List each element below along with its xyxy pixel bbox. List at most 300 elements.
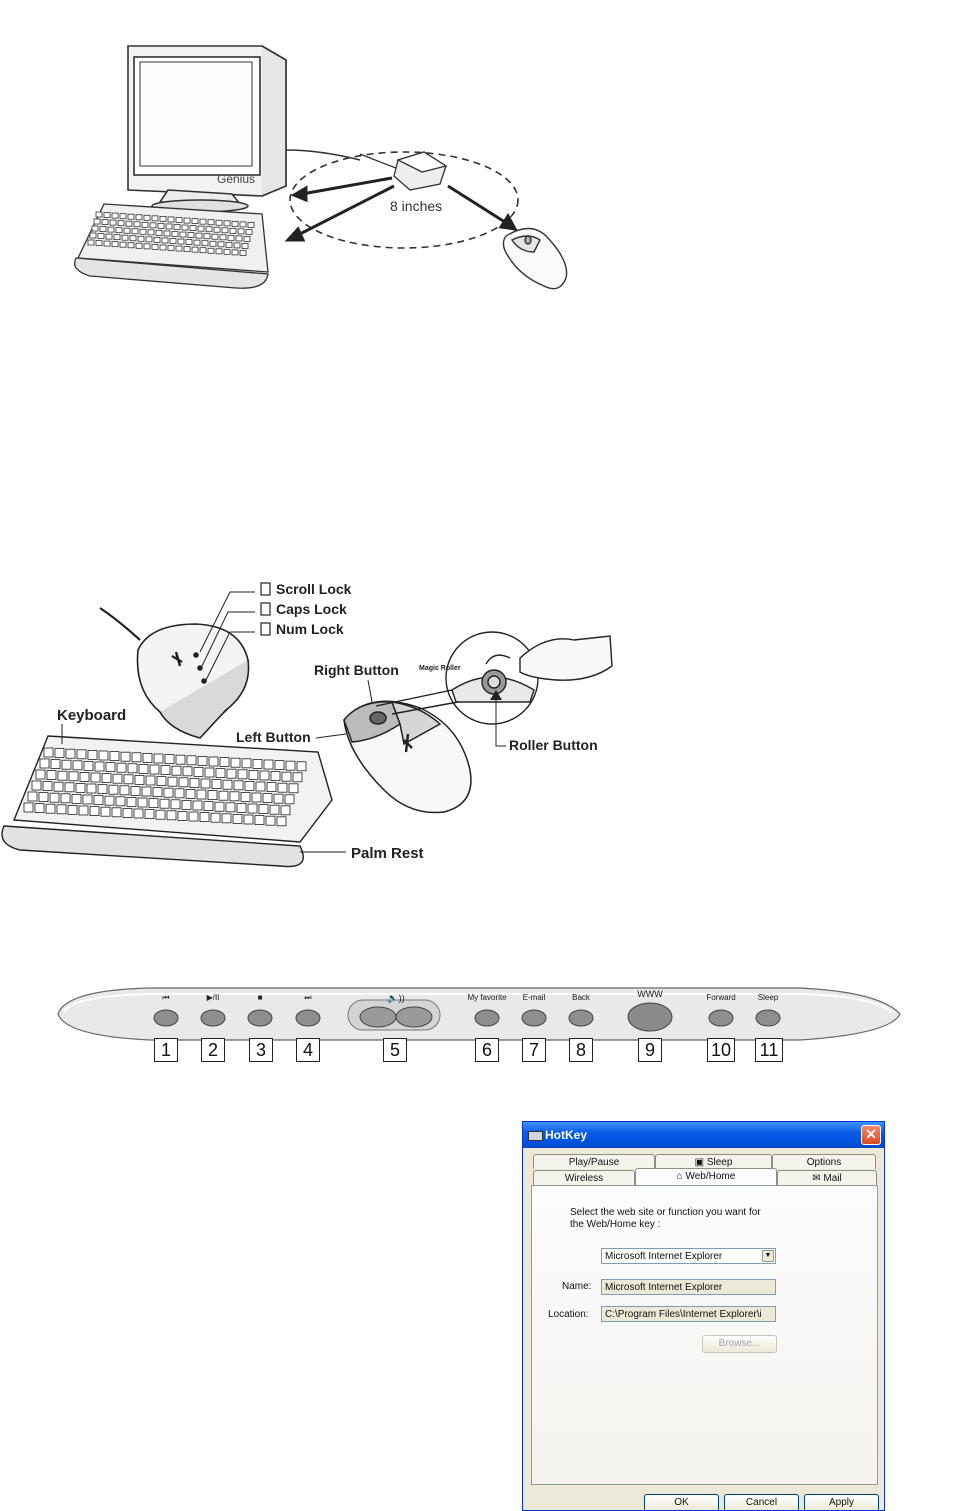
location-label: Location: [548,1309,589,1320]
key-cap [154,237,160,242]
key-cap [174,225,180,230]
key-cap [156,230,162,235]
key-cap [176,755,185,764]
key-cap [139,764,148,773]
key-cap [192,219,198,224]
key-cap [224,221,230,226]
key-cap [116,797,125,806]
key-cap [112,242,118,247]
key-cap [120,214,126,219]
key-cap [138,236,144,241]
apply-button[interactable]: Apply [804,1494,879,1511]
key-cap [238,770,247,779]
browse-button[interactable]: Browse... [702,1335,777,1353]
volume-label: 🔈)) [387,993,405,1003]
key-cap [215,802,224,811]
key-number-9: 9 [638,1038,662,1062]
key-cap [236,236,242,241]
key-cap [98,234,104,239]
key-cap [164,788,173,797]
key-cap [39,793,48,802]
key-cap [150,223,156,228]
key-cap [260,771,269,780]
tab-sleep-label: Sleep [706,1157,733,1168]
key-cap [237,803,246,812]
key-cap [66,749,75,758]
key-cap [130,236,136,241]
key-cap [146,776,155,785]
hotkey-button [296,1010,320,1026]
tab-options-label: Options [806,1157,842,1168]
back-label: Back [572,993,590,1002]
key-cap [132,229,138,234]
tab-play-pause-label: Play/Pause [568,1157,620,1168]
key-cap [128,764,137,773]
close-button[interactable] [861,1125,881,1145]
key-cap [205,768,214,777]
key-cap [175,789,184,798]
left-button-label: Left Button [236,729,311,745]
key-cap [152,244,158,249]
key-cap [198,756,207,765]
key-cap [128,243,134,248]
key-cap [138,798,147,807]
key-cap [168,217,174,222]
key-cap [114,235,120,240]
key-cap [142,787,151,796]
setup-illustration [0,0,954,310]
key-cap [154,754,163,763]
key-cap [176,246,182,251]
tab-options[interactable] [772,1154,876,1169]
key-cap [201,779,210,788]
key-cap [297,762,306,771]
key-cap [179,778,188,787]
key-cap [172,232,178,237]
key-cap [267,783,276,792]
caps-lock-label: Caps Lock [276,601,347,617]
key-cap [208,791,217,800]
key-cap [122,235,128,240]
key-cap [211,813,220,822]
distance-label: 8 inches [390,198,443,214]
key-cap [194,240,200,245]
key-cap [198,226,204,231]
key-number-6: 6 [475,1038,499,1062]
key-cap [263,794,272,803]
key-cap [282,772,291,781]
cancel-button[interactable]: Cancel [724,1494,799,1511]
key-cap [182,800,191,809]
key-cap [136,243,142,248]
roller-magnifier [376,632,612,724]
key-cap [293,773,302,782]
key-cap [77,750,86,759]
key-cap [158,223,164,228]
key-cap [178,239,184,244]
name-field[interactable]: Microsoft Internet Explorer [601,1279,776,1295]
key-cap [226,803,235,812]
key-cap [210,241,216,246]
key-cap [166,224,172,229]
key-cap [80,772,89,781]
key-cap [184,247,190,252]
key-cap [58,771,67,780]
tab-web-home[interactable] [635,1168,777,1185]
dialog-title: HotKey [545,1128,588,1142]
tab-play-pause[interactable] [533,1154,655,1169]
key-cap [266,816,275,825]
key-cap [277,817,286,826]
key-cap [98,785,107,794]
key-cap [65,783,74,792]
key-cap [68,805,77,814]
key-cap [214,227,220,232]
key-cap [106,234,112,239]
hotkey-button [709,1010,733,1026]
key-cap [76,783,85,792]
tab-wireless-label: Wireless [564,1173,604,1184]
key-cap [118,221,124,226]
key-cap [101,807,110,816]
email-label: E-mail [522,993,546,1002]
key-cap [220,758,229,767]
key-cap [240,222,246,227]
key-cap [117,763,126,772]
key-number-5: 5 [383,1038,407,1062]
key-cap [186,240,192,245]
key-cap [171,800,180,809]
key-cap [144,244,150,249]
key-cap [233,814,242,823]
key-cap [186,789,195,798]
key-cap [157,777,166,786]
key-cap [194,767,203,776]
roller-button-label: Roller Button [509,737,598,753]
key-cap [87,784,96,793]
key-cap [47,771,56,780]
key-cap [95,762,104,771]
key-cap [156,810,165,819]
key-cap [275,761,284,770]
key-cap [200,219,206,224]
key-cap [104,213,110,218]
key-number-7: 7 [522,1038,546,1062]
keyboard-diagram [2,736,332,867]
prev-track-label: ⏮ [162,993,170,1002]
key-cap [230,792,239,801]
key-cap [242,759,251,768]
key-cap [222,228,228,233]
hotkey-button [201,1010,225,1026]
close-icon: ✕ [865,1126,877,1142]
dialog-title-bar[interactable] [523,1122,884,1148]
key-cap [244,815,253,824]
key-number-11: 11 [755,1038,783,1062]
hotkey-dialog [522,1121,885,1511]
key-cap [270,805,279,814]
key-number-4: 4 [296,1038,320,1062]
key-cap [90,807,99,816]
forward-label: Forward [706,993,736,1002]
key-cap [178,811,187,820]
key-cap [134,222,140,227]
web-site-select[interactable] [601,1248,776,1264]
key-cap [161,766,170,775]
key-cap [110,752,119,761]
hotkey-button [475,1010,499,1026]
key-cap [54,782,63,791]
key-cap [170,239,176,244]
next-track-label: ⏭ [304,993,312,1002]
key-cap [223,780,232,789]
key-cap [208,220,214,225]
key-cap [102,220,108,225]
key-cap [172,766,181,775]
key-cap [143,753,152,762]
key-cap [219,791,228,800]
key-cap [61,794,70,803]
key-cap [44,748,53,757]
key-cap [144,215,150,220]
key-cap [109,785,118,794]
key-cap [145,810,154,819]
key-cap [180,232,186,237]
key-cap [32,781,41,790]
key-cap [285,795,294,804]
key-cap [152,216,158,221]
key-cap [106,763,115,772]
keyboard-icon [528,1131,543,1141]
key-cap [238,229,244,234]
key-cap [184,218,190,223]
key-cap [127,797,136,806]
key-cap [228,235,234,240]
chevron-down-icon[interactable]: ▼ [762,1250,774,1262]
key-cap [104,241,110,246]
web-site-select-value: Microsoft Internet Explorer [605,1251,723,1262]
key-cap [124,775,133,784]
key-cap [190,226,196,231]
key-cap [90,233,96,238]
key-cap [212,234,218,239]
key-cap [40,759,49,768]
key-cap [105,796,114,805]
key-cap [216,769,225,778]
key-cap [132,753,141,762]
key-cap [253,759,262,768]
key-cap [112,213,118,218]
key-cap [46,804,55,813]
key-cap [252,793,261,802]
hotkey-button [154,1010,178,1026]
key-cap [55,749,64,758]
lock-icons [261,583,270,635]
key-cap [153,788,162,797]
key-cap [146,237,152,242]
www-label: WWW [637,989,663,999]
key-cap [120,786,129,795]
tab-mail[interactable] [777,1170,877,1185]
key-cap [149,799,158,808]
key-cap [123,808,132,817]
key-cap [200,813,209,822]
hotkey-button [248,1010,272,1026]
key-cap [160,799,169,808]
key-cap [168,777,177,786]
key-cap [188,233,194,238]
key-cap [165,755,174,764]
key-cap [241,792,250,801]
receiver-illustration [360,152,446,190]
key-cap [84,761,93,770]
key-number-8: 8 [569,1038,593,1062]
key-cap [126,221,132,226]
key-cap [102,774,111,783]
tab-sleep[interactable] [655,1154,772,1169]
key-cap [196,233,202,238]
key-cap [150,765,159,774]
key-cap [136,215,142,220]
key-cap [162,238,168,243]
key-cap [234,781,243,790]
key-cap [35,804,44,813]
key-cap [281,806,290,815]
tab-page [531,1185,878,1485]
hotkey-button [756,1010,780,1026]
key-cap [121,752,130,761]
key-cap [134,809,143,818]
key-cap [73,761,82,770]
key-cap [224,249,230,254]
key-cap [182,225,188,230]
key-cap [231,758,240,767]
key-cap [208,248,214,253]
key-cap [202,241,208,246]
hardware-diagram [0,560,954,890]
key-cap [83,795,92,804]
key-cap [96,212,102,217]
tab-wireless[interactable] [533,1170,635,1185]
key-cap [216,220,222,225]
key-cap [88,240,94,245]
key-cap [190,778,199,787]
key-cap [193,801,202,810]
scroll-lock-label: Scroll Lock [276,581,352,597]
key-cap [36,770,45,779]
key-cap [192,247,198,252]
key-cap [164,231,170,236]
monitor-illustration [128,46,360,212]
key-cap [28,792,37,801]
hotkey-button [522,1010,546,1026]
key-cap [264,760,273,769]
key-cap [278,783,287,792]
location-field[interactable]: C:\Program Files\Internet Explorer\i [601,1306,776,1322]
key-cap [232,250,238,255]
key-cap [43,782,52,791]
my-favorite-label: My favorite [467,993,507,1002]
key-cap [142,222,148,227]
key-cap [79,806,88,815]
key-cap [204,234,210,239]
key-cap [274,794,283,803]
key-cap [234,243,240,248]
mouse-diagram [344,701,471,812]
key-cap [131,786,140,795]
key-cap [255,816,264,825]
key-cap [240,250,246,255]
key-cap [197,790,206,799]
key-cap [256,782,265,791]
key-cap [116,228,122,233]
key-cap [113,774,122,783]
key-cap [57,805,66,814]
key-number-1: 1 [154,1038,178,1062]
key-cap [242,243,248,248]
key-cap [112,808,121,817]
key-cap [94,796,103,805]
key-number-3: 3 [249,1038,273,1062]
key-cap [124,228,130,233]
key-cap [96,241,102,246]
key-cap [248,804,257,813]
key-cap [160,216,166,221]
key-cap [204,802,213,811]
key-cap [220,235,226,240]
key-cap [51,760,60,769]
home-tab-icon: ⌂ [676,1171,686,1182]
ok-button[interactable]: OK [644,1494,719,1511]
key-cap [222,814,231,823]
key-cap [92,226,98,231]
key-cap [227,769,236,778]
key-cap [200,248,206,253]
key-cap [286,761,295,770]
stop-label: ■ [257,993,263,1002]
key-cap [88,750,97,759]
key-cap [218,242,224,247]
key-cap [110,220,116,225]
key-cap [99,751,108,760]
key-cap [189,812,198,821]
key-number-2: 2 [201,1038,225,1062]
key-cap [24,803,33,812]
key-cap [94,219,100,224]
key-cap [244,236,250,241]
key-cap [271,772,280,781]
key-cap [140,229,146,234]
key-cap [216,249,222,254]
palm-rest-label: Palm Rest [351,845,424,862]
right-button-label: Right Button [314,662,399,678]
key-cap [206,227,212,232]
key-cap [245,781,254,790]
key-cap [209,757,218,766]
keyboard-label: Keyboard [57,707,127,724]
num-lock-label: Num Lock [276,621,344,637]
key-cap [168,246,174,251]
key-cap [160,245,166,250]
mail-tab-icon: ✉ [812,1173,824,1184]
instruction-line-1: Select the web site or function you want for [570,1207,761,1218]
keyboard-illustration [75,204,268,288]
play-pause-label: ▶/II [206,993,220,1002]
key-cap [246,229,252,234]
key-cap [108,227,114,232]
key-cap [120,242,126,247]
key-cap [249,770,258,779]
